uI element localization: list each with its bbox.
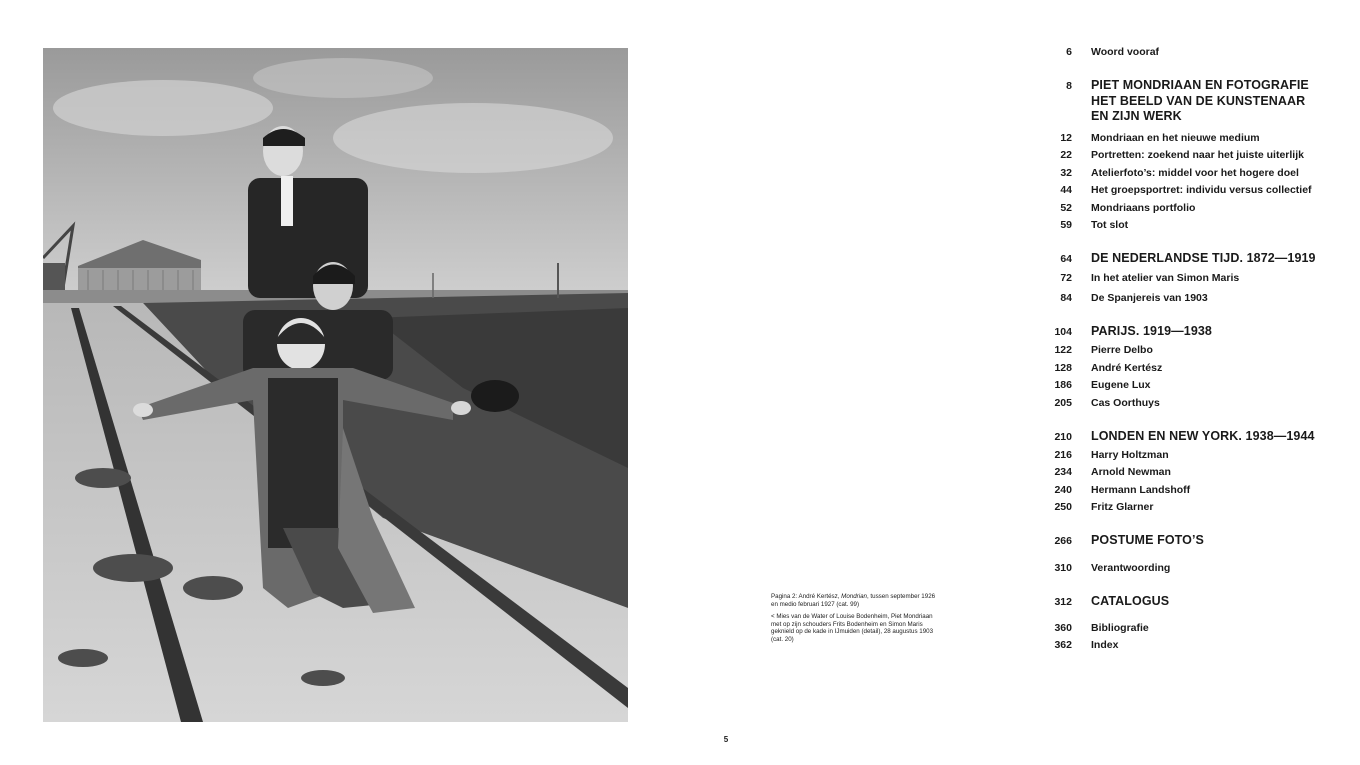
caption-this-photo: < Mies van de Water of Louise Bodenheim, Piet Mondriaan met op zijn schouders Frits Bodenheim en Simon Maris geknield op de kade in IJmuiden (detail), 28 augustus 1903 (cat. 20) (771, 613, 934, 643)
toc-page-number: 205 (1054, 397, 1072, 409)
toc-page-number: 250 (1054, 501, 1072, 513)
toc-page-number: 128 (1054, 362, 1072, 374)
toc-title: Cas Oorthuys (1091, 397, 1160, 409)
toc-page-number: 22 (1060, 149, 1072, 161)
toc-page-number: 234 (1054, 466, 1072, 478)
toc-title: Index (1091, 639, 1119, 651)
toc-page-number: 360 (1054, 622, 1072, 634)
toc-page-number: 122 (1054, 344, 1072, 356)
toc-page-number: 240 (1054, 484, 1072, 496)
toc-title: De Spanjereis van 1903 (1091, 292, 1208, 304)
toc-title: Pierre Delbo (1091, 344, 1153, 356)
toc-title: Mondriaans portfolio (1091, 202, 1196, 214)
toc-title: Portretten: zoekend naar het juiste uiterlijk (1091, 149, 1304, 161)
toc-page-number: 8 (1066, 80, 1072, 92)
toc-title: Fritz Glarner (1091, 501, 1154, 513)
toc-page-number: 44 (1060, 184, 1072, 196)
toc-title: Atelierfoto’s: middel voor het hogere doel (1091, 167, 1299, 179)
archival-photo (43, 48, 628, 722)
caption-cover-photo: Pagina 2: André Kertész, Mondrian, tussen september 1926 en medio februari 1927 (cat. 99) (771, 593, 936, 608)
photo-illustration (43, 48, 628, 722)
toc-section-title: POSTUME FOTO’S (1091, 533, 1204, 547)
toc-page-number: 210 (1054, 431, 1072, 443)
toc-section-title: PIET MONDRIAAN EN FOTOGRAFIE HET BEELD VAN DE KUNSTENAAR EN ZIJN WERK (1091, 78, 1309, 123)
toc-title: André Kertész (1091, 362, 1163, 374)
toc-section-title: CATALOGUS (1091, 594, 1170, 608)
toc-title: Hermann Landshoff (1091, 484, 1191, 496)
page-number: 5 (723, 735, 729, 744)
toc-title: Tot slot (1091, 219, 1129, 231)
toc-page-number: 310 (1054, 562, 1072, 574)
toc-title: Bibliografie (1091, 622, 1149, 634)
toc-page-number: 59 (1060, 219, 1072, 231)
toc-page-number: 12 (1060, 132, 1072, 144)
toc-page-number: 84 (1060, 292, 1072, 304)
toc-title: Woord vooraf (1091, 46, 1160, 58)
toc-page-number: 64 (1060, 253, 1072, 265)
toc-page-number: 6 (1066, 46, 1072, 58)
toc-page-number: 362 (1054, 639, 1072, 651)
toc-section-title: LONDEN EN NEW YORK. 1938—1944 (1091, 429, 1315, 443)
toc-page-number: 216 (1054, 449, 1072, 461)
toc-title: In het atelier van Simon Maris (1091, 272, 1240, 284)
toc-page-number: 266 (1054, 535, 1072, 547)
toc-title: Verantwoording (1091, 562, 1171, 574)
toc-section-title: DE NEDERLANDSE TIJD. 1872—1919 (1091, 251, 1316, 265)
toc-section-title: PARIJS. 1919—1938 (1091, 324, 1212, 338)
toc-page-number: 32 (1060, 167, 1072, 179)
photo-caption (771, 593, 941, 649)
toc-title: Het groepsportret: individu versus collectief (1091, 184, 1312, 196)
toc-title: Eugene Lux (1091, 379, 1151, 391)
toc-page-number: 186 (1054, 379, 1072, 391)
toc-page-number: 72 (1060, 272, 1072, 284)
toc-title: Mondriaan en het nieuwe medium (1091, 132, 1260, 144)
toc-page-number: 312 (1054, 596, 1072, 608)
toc-title: Arnold Newman (1091, 466, 1171, 478)
toc-page-number: 52 (1060, 202, 1072, 214)
toc-page-number: 104 (1054, 326, 1072, 338)
toc-title: Harry Holtzman (1091, 449, 1169, 461)
